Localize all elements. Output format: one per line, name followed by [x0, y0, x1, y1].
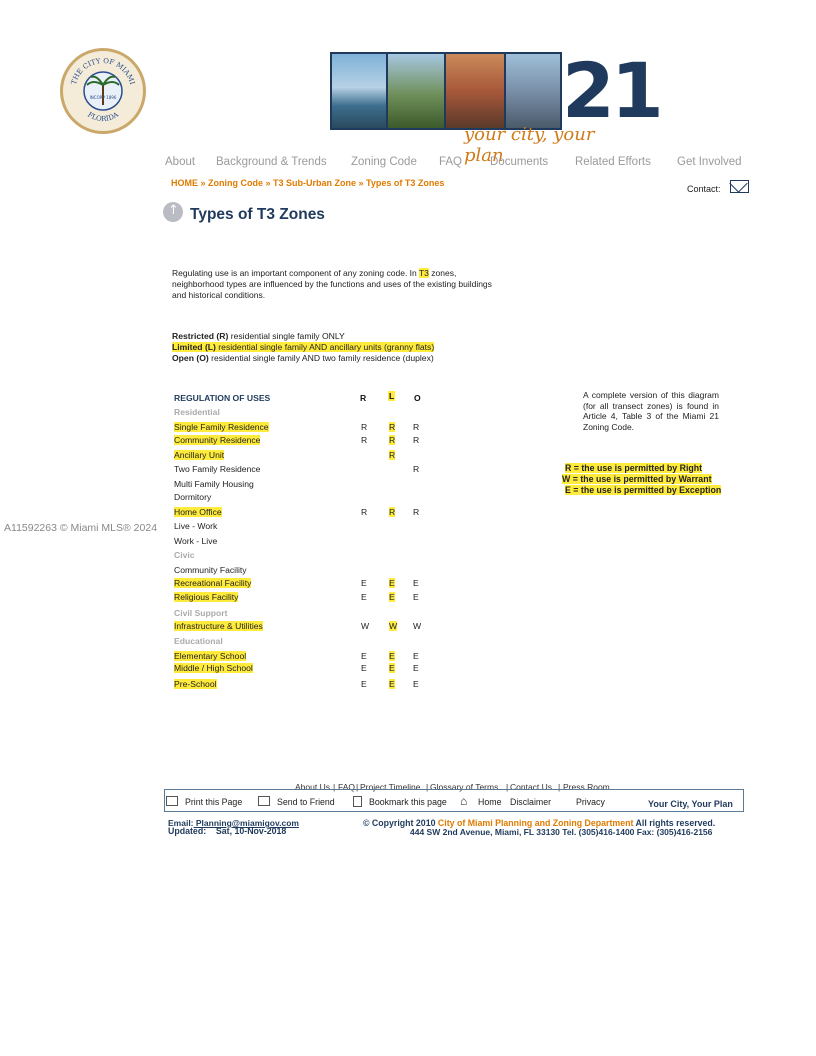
table-cell-r: E [361, 578, 367, 588]
legend-exception: E = the use is permitted by Exception [565, 485, 722, 495]
footer-link-contact[interactable]: Contact Us [510, 782, 553, 792]
table-row-label [174, 450, 224, 460]
table-cell-r: R [361, 435, 368, 445]
email-link[interactable]: Planning@miamigov.com [193, 818, 299, 828]
svg-text:INCORP 1896: INCORP 1896 [89, 95, 117, 100]
row-label-text: Pre-School [174, 679, 217, 689]
table-row-label [174, 663, 253, 673]
table-cell-l: R [389, 450, 396, 460]
table-cell-l: E [389, 651, 395, 661]
intro-paragraph: Regulating use is an important component of any zoning code. In T3 zones, neighborhood types are influenced by the functions and uses of the existing buildings and historical conditions. [172, 268, 492, 300]
footer-slogan: Your City, Your Plan [648, 799, 733, 809]
footer-sep: | [426, 782, 429, 792]
table-cell-l: R [389, 422, 396, 432]
table-row-label [174, 679, 217, 689]
table-cell-r: E [361, 592, 367, 602]
row-label-text: Infrastructure & Utilities [174, 621, 263, 631]
footer-link-glossary[interactable]: Glossary of Terms [430, 782, 499, 792]
table-row-label [174, 592, 238, 602]
home-link[interactable]: Home [478, 797, 502, 807]
row-label-text: Civic [174, 550, 195, 560]
logo-number: 21 [562, 46, 660, 135]
table-row-label [174, 435, 260, 445]
table-group-heading [174, 636, 223, 646]
table-cell-o: R [413, 435, 420, 445]
row-label-text: Middle / High School [174, 663, 253, 673]
table-cell-o: E [413, 679, 419, 689]
column-header-r: R [360, 393, 367, 403]
column-header-l: L [389, 391, 395, 401]
footer-link-faq[interactable]: FAQ [338, 782, 356, 792]
table-group-heading [174, 608, 227, 618]
row-label-text: Single Family Residence [174, 422, 269, 432]
row-label-text: Recreational Facility [174, 578, 252, 588]
table-row-label [174, 578, 251, 588]
legend-warrant: W = the use is permitted by Warrant [562, 474, 712, 484]
side-note: A complete version of this diagram (for all transect zones) is found in Article 4, Table 3 of the Miami 21 Zoning Code. [583, 390, 719, 432]
row-label-text: Residential [174, 407, 220, 417]
table-row-label [174, 536, 217, 546]
table-cell-r: W [361, 621, 370, 631]
nav-background-trends[interactable]: Background & Trends [216, 156, 327, 168]
table-cell-o: R [413, 464, 420, 474]
table-row-label [174, 464, 260, 474]
svg-text:FLORIDA: FLORIDA [86, 110, 120, 124]
nav-get-involved[interactable]: Get Involved [677, 156, 742, 168]
table-cell-o: E [413, 663, 419, 673]
row-label-text: Home Office [174, 507, 222, 517]
table-cell-r: E [361, 663, 367, 673]
city-seal-logo [60, 48, 146, 134]
table-row-label [174, 565, 247, 575]
row-label-text: Multi Family Housing [174, 479, 254, 489]
page-title: Types of T3 Zones [190, 206, 325, 223]
row-label-text: Elementary School [174, 651, 247, 661]
table-cell-l: E [389, 663, 395, 673]
nav-about[interactable]: About [165, 156, 196, 168]
home-icon[interactable]: ⌂ [460, 794, 468, 808]
bookmark-link[interactable]: Bookmark this page [369, 797, 447, 807]
table-cell-l: R [389, 507, 396, 517]
table-row-label [174, 521, 217, 531]
nav-documents[interactable]: Documents [490, 156, 549, 168]
footer-copyright: © Copyright 2010 City of Miami Planning and Zoning Department All rights reserved. [363, 818, 716, 828]
table-cell-r: R [361, 422, 368, 432]
svg-text:THE CITY OF MIAMI: THE CITY OF MIAMI [69, 56, 137, 86]
table-row-label [174, 621, 263, 631]
definition-open: Open (O) residential single family AND two family residence (duplex) [172, 353, 434, 363]
table-cell-l: E [389, 679, 395, 689]
table-cell-o: E [413, 592, 419, 602]
row-label-text: Two Family Residence [174, 464, 261, 474]
footer-sep: | [356, 782, 359, 792]
definition-limited: Limited (L) residential single family AND ancillary units (granny flats) [172, 342, 435, 352]
footer-sep: | [506, 782, 509, 792]
contact-label: Contact: [687, 184, 721, 194]
footer-sep: | [333, 782, 336, 792]
table-cell-l: R [389, 435, 396, 445]
table-header: REGULATION OF USES [174, 393, 271, 403]
footer-link-timeline[interactable]: Project Timeline [360, 782, 421, 792]
table-cell-r: E [361, 651, 367, 661]
nav-faq[interactable]: FAQ [439, 156, 463, 168]
table-row-label [174, 492, 211, 502]
table-cell-l: E [389, 578, 395, 588]
table-cell-o: R [413, 422, 420, 432]
table-group-heading [174, 550, 195, 560]
privacy-link[interactable]: Privacy [576, 797, 605, 807]
table-cell-o: R [413, 507, 420, 517]
table-cell-r: E [361, 679, 367, 689]
back-arrow-icon[interactable] [163, 202, 183, 222]
definition-restricted: Restricted (R) residential single family ONLY [172, 331, 345, 341]
table-cell-o: W [413, 621, 422, 631]
footer-link-press[interactable]: Press Room [563, 782, 610, 792]
print-page-link[interactable]: Print this Page [185, 797, 243, 807]
footer-link-about[interactable]: About Us [295, 782, 330, 792]
disclaimer-link[interactable]: Disclaimer [510, 797, 552, 807]
row-label-text: Live - Work [174, 521, 218, 531]
row-label-text: Dormitory [174, 492, 212, 502]
table-cell-o: E [413, 578, 419, 588]
send-friend-link[interactable]: Send to Friend [277, 797, 335, 807]
row-label-text: Work - Live [174, 536, 218, 546]
nav-zoning-code[interactable]: Zoning Code [351, 156, 417, 168]
table-cell-l: W [389, 621, 398, 631]
footer-address: 444 SW 2nd Avenue, Miami, FL 33130 Tel. (305)416-1400 Fax: (305)416-2156 [410, 827, 713, 837]
breadcrumb[interactable]: HOME » Zoning Code » T3 Sub-Urban Zone » Types of T3 Zones [171, 178, 445, 188]
footer-sep: | [558, 782, 561, 792]
mail-icon[interactable] [730, 180, 749, 193]
footer-email: Email: Planning@miamigov.com [168, 818, 299, 828]
row-label-text: Educational [174, 636, 223, 646]
row-label-text: Religious Facility [174, 592, 239, 602]
table-row-label [174, 507, 222, 517]
legend-right: R = the use is permitted by Right [565, 463, 703, 473]
row-label-text: Ancillary Unit [174, 450, 225, 460]
nav-related-efforts[interactable]: Related Efforts [575, 156, 651, 168]
bookmark-icon[interactable] [353, 796, 362, 807]
print-icon[interactable] [166, 796, 178, 806]
table-cell-r: R [361, 507, 368, 517]
footer-updated: Updated: Sat, 10-Nov-2018 [168, 826, 287, 836]
table-row-label [174, 422, 269, 432]
mls-watermark: A11592263 © Miami MLS® 2024 [4, 522, 158, 534]
table-cell-l: E [389, 592, 395, 602]
row-label-text: Community Residence [174, 435, 261, 445]
logo-tagline: your city, your plan [464, 124, 595, 166]
table-row-label [174, 651, 246, 661]
row-label-text: Community Facility [174, 565, 247, 575]
row-label-text: Civil Support [174, 608, 228, 618]
table-group-heading [174, 407, 220, 417]
table-row-label [174, 479, 254, 489]
send-friend-icon[interactable] [258, 796, 270, 806]
column-header-o: O [414, 393, 421, 403]
table-cell-o: E [413, 651, 419, 661]
